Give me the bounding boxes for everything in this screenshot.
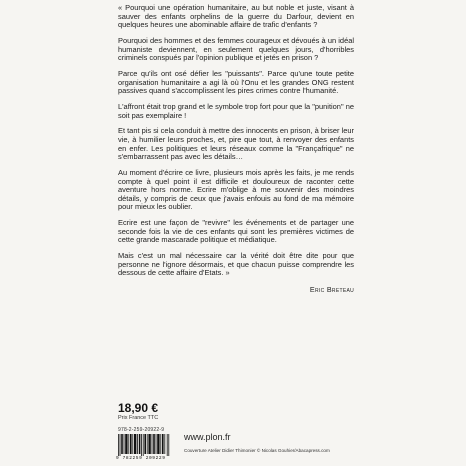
blurb-paragraph-4: L'affront était trop grand et le symbole trop fort pour que la "punition" ne soit pas exemplaire ! (118, 101, 354, 120)
blurb-paragraph-3: Parce qu'ils ont osé défier les "puissants". Parce qu'une toute petite organisation humanitaire a agi là où l'Onu et les grandes ONG restent passives quand s'accomplissent les pires crimes contre l'humanité. (118, 68, 354, 96)
blurb-paragraph-2: Pourquoi des hommes et des femmes courageux et dévoués à un idéal humaniste deviennent, en seulement quelques jours, d'horribles criminels conspués par l'opinion publique et jetés en prison ? (118, 35, 354, 63)
publisher-website: www.plon.fr (184, 432, 231, 442)
isbn: 978-2-259-20922-9 (118, 427, 165, 433)
cover-credits: Couverture Atelier Didier Thimonier © Nicolas Gouhier/Abacapress.com (184, 448, 330, 453)
price-block (118, 402, 158, 421)
blurb-paragraph-5: Et tant pis si cela conduit à mettre des innocents en prison, à briser leur vie, à humilier leurs proches, et, pire que tout, à renvoyer des enfants en enfer. Les politiques et leurs réseaux comme la "Françafrique" ne s'embarrassent pas avec les détails… (118, 126, 354, 162)
blurb-paragraph-6: Au moment d'écrire ce livre, plusieurs mois après les faits, je me rends compte à quel point il est difficile et douloureux de raconter cette aventure hors norme. Ecrire m'oblige à me souvenir des moindres détails, y compris de ceux que j'avais enfouis au fond de ma mémoire pour mieux les oublier. (118, 167, 354, 212)
barcode (118, 434, 170, 456)
blurb-paragraph-8: Mais c'est un mal nécessaire car la vérité doit être dite pour que personne ne l'ignore désormais, et que chacun puisse comprendre les dessous de cette affaire d'Etats. » (118, 251, 354, 278)
barcode-digits: 9 782259 209229 (116, 456, 166, 461)
price-note: Prix France TTC (118, 415, 159, 421)
author-signature: Eric Breteau (309, 285, 354, 295)
blurb-text (118, 4, 354, 294)
price: 18,90 € (118, 401, 159, 415)
blurb-paragraph-1: « Pourquoi une opération humanitaire, au but noble et juste, visant à sauver des enfants orphelins de la guerre du Darfour, devient en quelques heures une abominable affaire de trafic d'enfants ? (118, 3, 354, 30)
blurb-paragraph-7: Ecrire est une façon de "revivre" les événements et de partager une seconde fois la vie de ces enfants qui sont les premières victimes de cette grande mascarade politique et médiatique. (118, 218, 354, 245)
